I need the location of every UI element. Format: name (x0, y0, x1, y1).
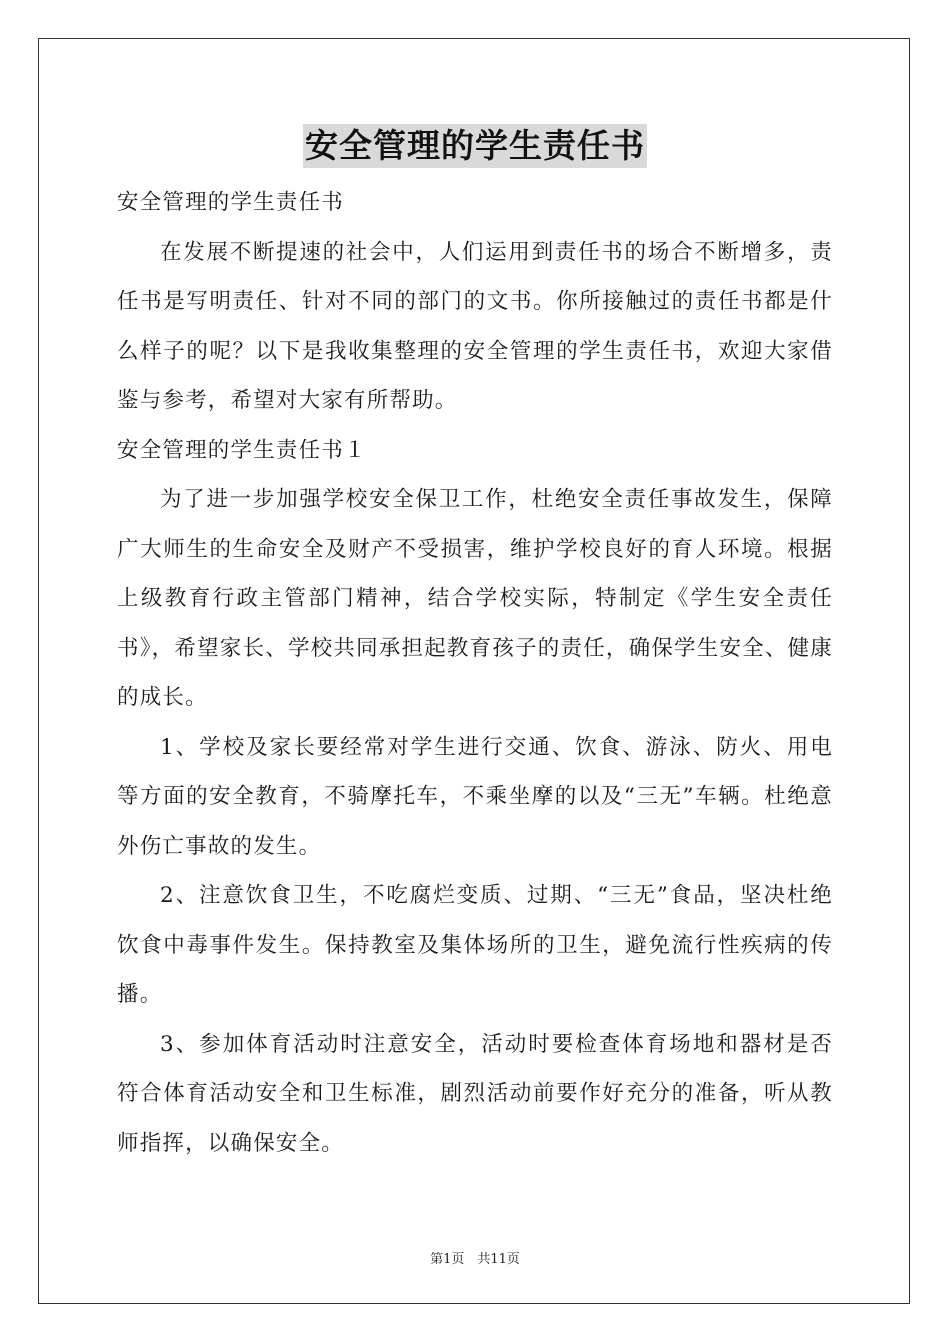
paragraph: 安全管理的学生责任书 (117, 190, 345, 215)
paragraph: 在发展不断提速的社会中，人们运用到责任书的场合不断增多，责任书是写明责任、针对不同的部门的文书。你所接触过的责任书都是什么样子的呢？以下是我收集整理的安全管理的学生责任书，欢迎大家借鉴与参考，希望对大家有所帮助。 (117, 239, 833, 413)
document-body (117, 178, 833, 1168)
document-title: 安全管理的学生责任书 (303, 124, 647, 168)
paragraph: 3、参加体育活动时注意安全，活动时要检查体育场地和器材是否符合体育活动安全和卫生标准，剧烈活动前要作好充分的准备，听从教师指挥，以确保安全。 (117, 1031, 833, 1156)
paragraph: 2、注意饮食卫生，不吃腐烂变质、过期、“三无”食品，坚决杜绝饮食中毒事件发生。保持教室及集体场所的卫生，避免流行性疾病的传播。 (117, 883, 833, 1007)
section-heading: 安全管理的学生责任书１ (117, 437, 367, 463)
paragraph: 为了进一步加强学校安全保卫工作，杜绝安全责任事故发生，保障广大师生的生命安全及财产不受损害，维护学校良好的育人环境。根据上级教育行政主管部门精神，结合学校实际，特制定《学生安全责任书》，希望家长、学校共同承担起教育孩子的责任，确保学生安全、健康的成长。 (117, 487, 833, 710)
page-number: 第1页 共11页 (430, 1252, 520, 1267)
page-footer (0, 1248, 950, 1267)
paragraph: 1、学校及家长要经常对学生进行交通、饮食、游泳、防火、用电等方面的安全教育，不骑摩托车，不乘坐摩的以及“三无”车辆。杜绝意外伤亡事故的发生。 (117, 734, 833, 859)
title-wrap (0, 124, 950, 168)
